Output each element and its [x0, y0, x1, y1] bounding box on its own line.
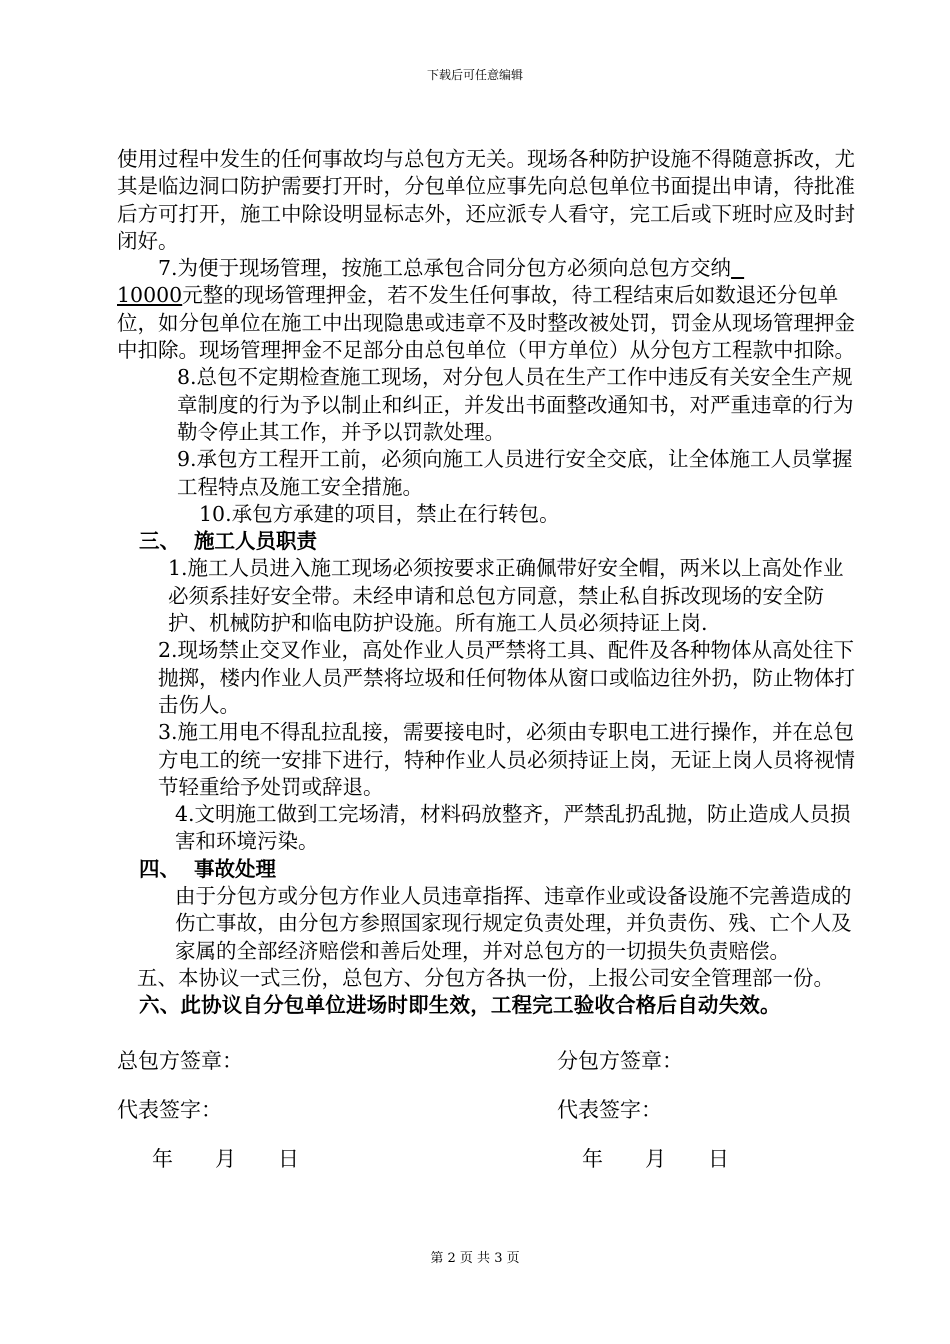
paragraph-3-3: 3.施工用电不得乱拉乱接，需要接电时，必须由专职电工进行操作，并在总包方电工的统一安排下进行，特种作业人员必须持证上岗，无证上岗人员将视情节轻重给予处罚或辞退。 — [158, 720, 855, 799]
document-body — [117, 146, 862, 1020]
page-footer: 第 2 页 共 3 页 — [430, 1251, 520, 1266]
paragraph-item-7-cont: 10000元整的现场管理押金，若不发生任何事故，待工程结束后如数退还分包单位，如分包单位在施工中出现隐患或违章不及时整改被处罚，罚金从现场管理押金中扣除。现场管理押金不足部分由总包单位（甲方单位）从分包方工程款中扣除。 — [117, 283, 855, 363]
paragraph-4-1: 由于分包方或分包方作业人员违章指挥、违章作业或设备设施不完善造成的伤亡事故，由分包方参照国家现行规定负责处理，并负责伤、残、亡个人及家属的全部经济赔偿和善后处理，并对总包方的一切损失负责赔偿。 — [175, 884, 852, 963]
paragraph-item-10: 10.承包方承建的项目，禁止在行转包。 — [199, 501, 560, 526]
subcontractor-date: 年 月 日 — [582, 1147, 729, 1171]
general-contractor-rep-label: 代表签字： — [117, 1098, 222, 1122]
paragraph: 使用过程中发生的任何事故均与总包方无关。现场各种防护设施不得随意拆改，尤其是临边洞口防护需要打开时，分包单位应事先向总包单位书面提出申请，待批准后方可打开，施工中除设明显标志外，还应派专人看守，完工后或下班时应及时封闭好。 — [117, 147, 855, 253]
section-heading-4: 四、 事故处理 — [139, 856, 276, 881]
paragraph-6: 六、此协议自分包单位进场时即生效，工程完工验收合格后自动失效。 — [139, 993, 781, 1018]
deposit-amount: 10000 — [117, 283, 183, 308]
paragraph-3-2: 2.现场禁止交叉作业，高处作业人员严禁将工具、配件及各种物体从高处往下抛掷，楼内作业人员严禁将垃圾和任何物体从窗口或临边往外扔，防止物体打击伤人。 — [158, 638, 855, 717]
paragraph-item-8: 8.总包不定期检查施工现场，对分包人员在生产工作中违反有关安全生产规章制度的行为予以制止和纠正，并发出书面整改通知书，对严重违章的行为勒令停止其工作，并予以罚款处理。 — [177, 365, 854, 444]
section-heading-3: 三、 施工人员职责 — [139, 529, 317, 554]
paragraph-item-9: 9.承包方工程开工前，必须向施工人员进行安全交底，让全体施工人员掌握工程特点及施工安全措施。 — [177, 447, 853, 499]
paragraph-5: 五、本协议一式三份，总包方、分包方各执一份，上报公司安全管理部一份。 — [137, 965, 834, 990]
paragraph-item-7: 7.为便于现场管理，按施工总承包合同分包方必须向总包方交纳 — [158, 256, 732, 281]
paragraph-3-1: 1.施工人员进入施工现场必须按要求正确佩带好安全帽，两米以上高处作业必须系挂好安全带。未经申请和总包方同意，禁止私自拆改现场的安全防护、机械防护和临电防护设施。所有施工人员必须持证上岗. — [168, 556, 844, 636]
subcontractor-rep-label: 代表签字： — [557, 1098, 662, 1122]
subcontractor-seal-label: 分包方签章： — [557, 1049, 683, 1073]
paragraph-3-4: 4.文明施工做到工完场清，材料码放整齐，严禁乱扔乱抛，防止造成人员损害和环境污染。 — [175, 802, 851, 854]
page-header: 下载后可任意编辑 — [426, 68, 523, 82]
general-contractor-date: 年 月 日 — [152, 1147, 299, 1171]
general-contractor-seal-label: 总包方签章： — [117, 1049, 243, 1073]
